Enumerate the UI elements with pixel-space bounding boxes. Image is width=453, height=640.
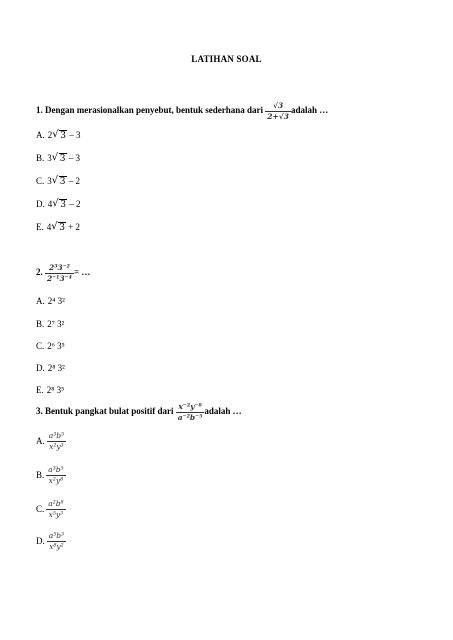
option-letter: D. [36, 199, 45, 209]
fraction-denominator: x⁵y³ [46, 509, 65, 519]
question-3-fraction [176, 403, 205, 421]
q1-option-a[interactable] [36, 130, 80, 141]
option-fraction [47, 432, 66, 450]
question-1-tail: adalah … [290, 105, 329, 116]
option-coefficient: 4 [47, 199, 53, 209]
option-coefficient: 3 [47, 153, 52, 163]
radicand: 3 [60, 200, 66, 210]
page-title: LATIHAN SOAL [191, 54, 262, 64]
fraction-denominator: a⁻²b⁻⁵ [177, 412, 203, 422]
option-text: 2⁸ 3⁵ [46, 385, 65, 395]
q2-option-e[interactable] [36, 385, 64, 395]
radicand: 3 [60, 131, 66, 141]
fraction-denominator: 2+√3 [267, 111, 289, 121]
fraction-denominator: 2⁻¹3⁻⁴ [47, 273, 72, 283]
q3-option-c[interactable] [36, 500, 66, 518]
option-letter: B. [36, 319, 45, 329]
option-letter: A. [36, 130, 45, 140]
q1-option-c[interactable] [36, 176, 80, 187]
option-letter: C. [36, 176, 45, 186]
option-letter: A. [36, 296, 45, 306]
option-coefficient: 4 [46, 222, 52, 232]
sqrt-symbol [52, 199, 67, 210]
option-letter: C. [36, 504, 45, 514]
sqrt-symbol [51, 222, 66, 233]
q1-option-b[interactable] [36, 153, 80, 164]
option-letter: C. [36, 341, 45, 351]
q3-option-d[interactable] [36, 532, 66, 550]
fraction-numerator: a³b⁵ [48, 465, 64, 474]
q3-option-a[interactable] [36, 432, 66, 450]
fraction-numerator: √3 [273, 101, 284, 110]
option-letter: B. [36, 153, 45, 163]
option-letter: A. [36, 436, 45, 446]
question-1-label: 1. Dengan merasionalkan penyebut, bentuk sederhana dari [36, 105, 264, 116]
option-rest: – 3 [69, 130, 81, 140]
option-rest: – 3 [68, 153, 80, 163]
option-fraction [46, 466, 65, 484]
sqrt-symbol [52, 130, 67, 141]
q3-option-b[interactable] [36, 466, 66, 484]
fraction-numerator: 2³3⁻² [48, 263, 70, 272]
question-1-fraction [265, 102, 291, 120]
question-2 [36, 264, 90, 282]
option-letter: D. [36, 536, 45, 546]
fraction-denominator: x⁸y² [47, 541, 66, 551]
q2-option-b[interactable] [36, 319, 64, 329]
radicand: 3 [59, 154, 66, 164]
fraction-numerator: a²b⁸ [48, 499, 64, 508]
q1-option-e[interactable] [36, 222, 80, 233]
fraction-numerator: x⁻²y⁻⁸ [178, 402, 202, 411]
option-rest: – 2 [68, 176, 80, 186]
option-letter: E. [36, 222, 44, 232]
option-coefficient: 2 [47, 130, 53, 140]
fraction-denominator: x²y⁸ [46, 475, 65, 485]
option-coefficient: 3 [47, 176, 52, 186]
option-text: 2⁷ 3² [47, 319, 65, 329]
fraction-numerator: a⁵b³ [48, 531, 65, 540]
option-rest: + 2 [68, 222, 81, 232]
question-3-label: 3. Bentuk pangkat bulat positif dari [36, 406, 174, 417]
radicand: 3 [59, 223, 65, 233]
question-3 [36, 403, 242, 421]
option-text: 2⁸ 3² [47, 363, 65, 373]
option-text: 2⁴ 3² [47, 296, 65, 306]
option-fraction [46, 500, 65, 518]
question-1 [36, 102, 328, 120]
question-2-fraction [45, 264, 74, 282]
option-letter: D. [36, 363, 45, 373]
option-rest: – 2 [69, 199, 81, 209]
q2-option-a[interactable] [36, 296, 65, 306]
q1-option-d[interactable] [36, 199, 80, 210]
option-letter: B. [36, 470, 45, 480]
radicand: 3 [59, 177, 66, 187]
sqrt-symbol [52, 153, 67, 164]
fraction-numerator: a³b⁵ [48, 431, 65, 440]
sqrt-symbol [52, 176, 67, 187]
fraction-denominator: x²y³ [47, 441, 66, 451]
q2-option-d[interactable] [36, 363, 65, 373]
question-3-tail: adalah … [204, 406, 242, 417]
option-fraction [47, 532, 66, 550]
option-letter: E. [36, 385, 44, 395]
question-2-label: 2. [36, 267, 43, 278]
question-2-tail: = … [73, 267, 91, 278]
option-text: 2⁶ 3⁵ [47, 341, 65, 351]
q2-option-c[interactable] [36, 341, 65, 351]
